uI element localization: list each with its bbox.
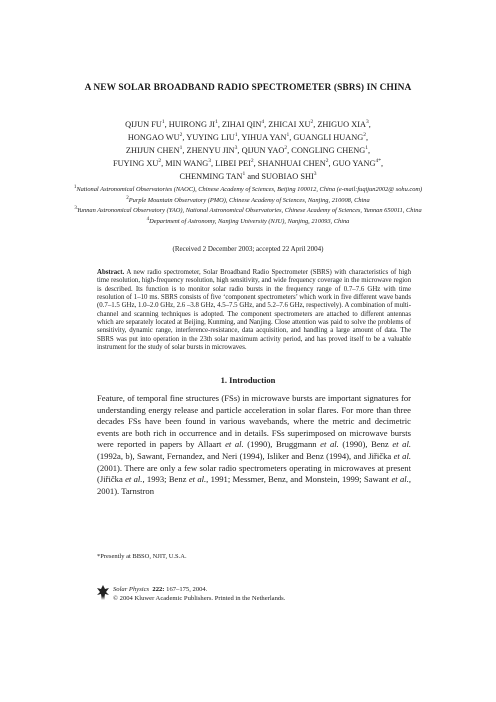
author-name: GUO $YANG^{4*}$ [332,157,381,168]
author-name: HUIRONG $JI^1$ [168,119,218,129]
author-name: GUANGLI HUANG$^2$ [293,131,366,142]
author-name: ZHICAI $XU^2$ [268,119,314,129]
author-name: QIJUN $FU^1$ [125,119,165,129]
author-line [60,169,436,182]
author-line: FUYING $XU^2$, MIN WANG$^3$, LIBEI PEI$^2$, SHANHUAI CHEN$^2$, GUO $YANG^{4*}$, [112,157,384,168]
footnote: *Presently at BBSO, NJIT, U.S.A. [97,553,187,560]
author-name: MIN WANG$^3$ [165,157,211,168]
abstract-label: Abstract. [97,269,125,276]
author-line: HONGAO $WU^2$, YUYING LIU$^1$, YIHUA YAN$^1$, GUANGLI HUANG$^2$, [127,131,369,142]
author-name: QIJUN YAO$^2$ [241,144,288,155]
author-name: SHANHUAI CHEN$^2$ [257,157,329,168]
author-list [60,117,436,182]
introduction-paragraph: Feature, of temporal fine structures (FSs) in microwave bursts are important signatures for understanding energy release and particle acceleration in solar flares. For more than three decades FSs have been found in various wavebands, where the metric and decimetric events are both rich in occurrence and in details. FSs superimposed on microwave bursts were reported in papers by Allaart et al. (1990), Bruggmann et al. (1990), Benz et al. (1992a, b), Sawant, Fernandez, and Neri (1994), Isliker and Benz (1994), and Jiřička et al. (2001). There are only a few solar radio spectrometers operating in microwaves at present (Jiřička et al., 1993; Benz et al., 1991; Messmer, Benz, and Monstein, 1999; Sawant et al., 2001). Tarnstron [97,393,412,496]
author-name: FUYING $XU^2$ [112,157,162,168]
author-name: ZHIGUO XIA$^3$ [317,119,369,129]
affiliation: $^3$Yunnan Astronomical Observatory (YAO), National Astronomical Observatories, Chinese Academy of Sciences, Yunnan 650011, China [74,206,422,215]
abstract [97,269,411,352]
affiliation: $^4$Department of Astronomy, Nanjing University (NJU), Nanjing, 210093, China [146,217,350,226]
copyright-line: © 2004 Kluwer Academic Publishers. Printed in the Netherlands. [113,595,286,602]
publisher-logo-icon [96,584,110,602]
author-name: HONGAO $WU^2$ [127,131,183,142]
author-line: ZHIJUN CHEN$^1$, ZHENYU JIN$^3$, QIJUN YAO$^2$, CONGLING CHENG$^1$, [125,144,371,155]
and-word: and [245,171,262,181]
author-name: CHENMING TAN$^1$ [179,170,246,181]
received-dates: (Received 2 December 2003; accepted 22 April 2004) [172,245,324,253]
abstract-text: A new radio spectrometer, Solar Broadband Radio Spectrometer (SBRS) with characteristics of high time resolution, high-frequency resolution, high sensitivity, and wide frequency coverage in the microwave region is described. Its function is to monitor solar radio bursts in the frequency range of 0.7–7.6 GHz with time resolution of 1–10 ms. SBRS consists of five ‘component spectrometers’ which work in five different wave bands (0.7–1.5 GHz, 1.0–2.0 GHz, 2.6 –3.8 GHz, 4.5–7.5 GHz, and 5.2–7.6 GHz, respectively). A combination of multi-channel and scanning techniques is adopted. The component spectrometers are attached to different antennas which are separately located at Beijing, Kunming, and Nanjing. Close attention was paid to solve the problems of sensitivity, dynamic range, interference-resistance, data acquisition, and handling a large amount of data. The SBRS was put into operation in the 23th solar maximum activity period, and has proved itself to be a valuable instrument for the study of solar bursts in microwaves. [97,269,411,352]
affiliations [70,184,426,227]
author-name: ZIHAI QIN$^4$ [221,119,265,129]
author-name: LIBEI PEI$^2$ [215,157,254,168]
author-name: ZHIJUN CHEN$^1$ [125,144,183,155]
affiliation: $^1$National Astronomical Observatories (NAOC), Chinese Academy of Sciences, Beijing 100012, China (e-mail:fuqijun2002@ sohu.com) [73,185,423,194]
section-heading: 1. Introduction [220,375,276,385]
author-name: CONGLING CHENG$^1$ [291,144,369,155]
affiliation: $^2$Purple Mountain Observatory (PMO), Chinese Academy of Sciences, Nanjing, 210008, China [126,195,370,204]
journal-citation: Solar Physics 222: 167–175, 2004. [113,586,208,593]
author-name: ZHENYU JIN$^3$ [186,144,238,155]
author-name: SUOBIAO SHI$^3$ [261,170,317,181]
paper-title: A NEW SOLAR BROADBAND RADIO SPECTROMETER (SBRS) IN CHINA [84,83,412,93]
author-name: YIHUA YAN$^1$ [241,131,290,142]
journal-info [113,585,285,603]
author-line: QIJUN $FU^1$, HUIRONG $JI^1$, ZIHAI QIN$^4$, ZHICAI $XU^2$, ZHIGUO XIA$^3$, [125,119,371,129]
author-name: YUYING LIU$^1$ [186,131,238,142]
